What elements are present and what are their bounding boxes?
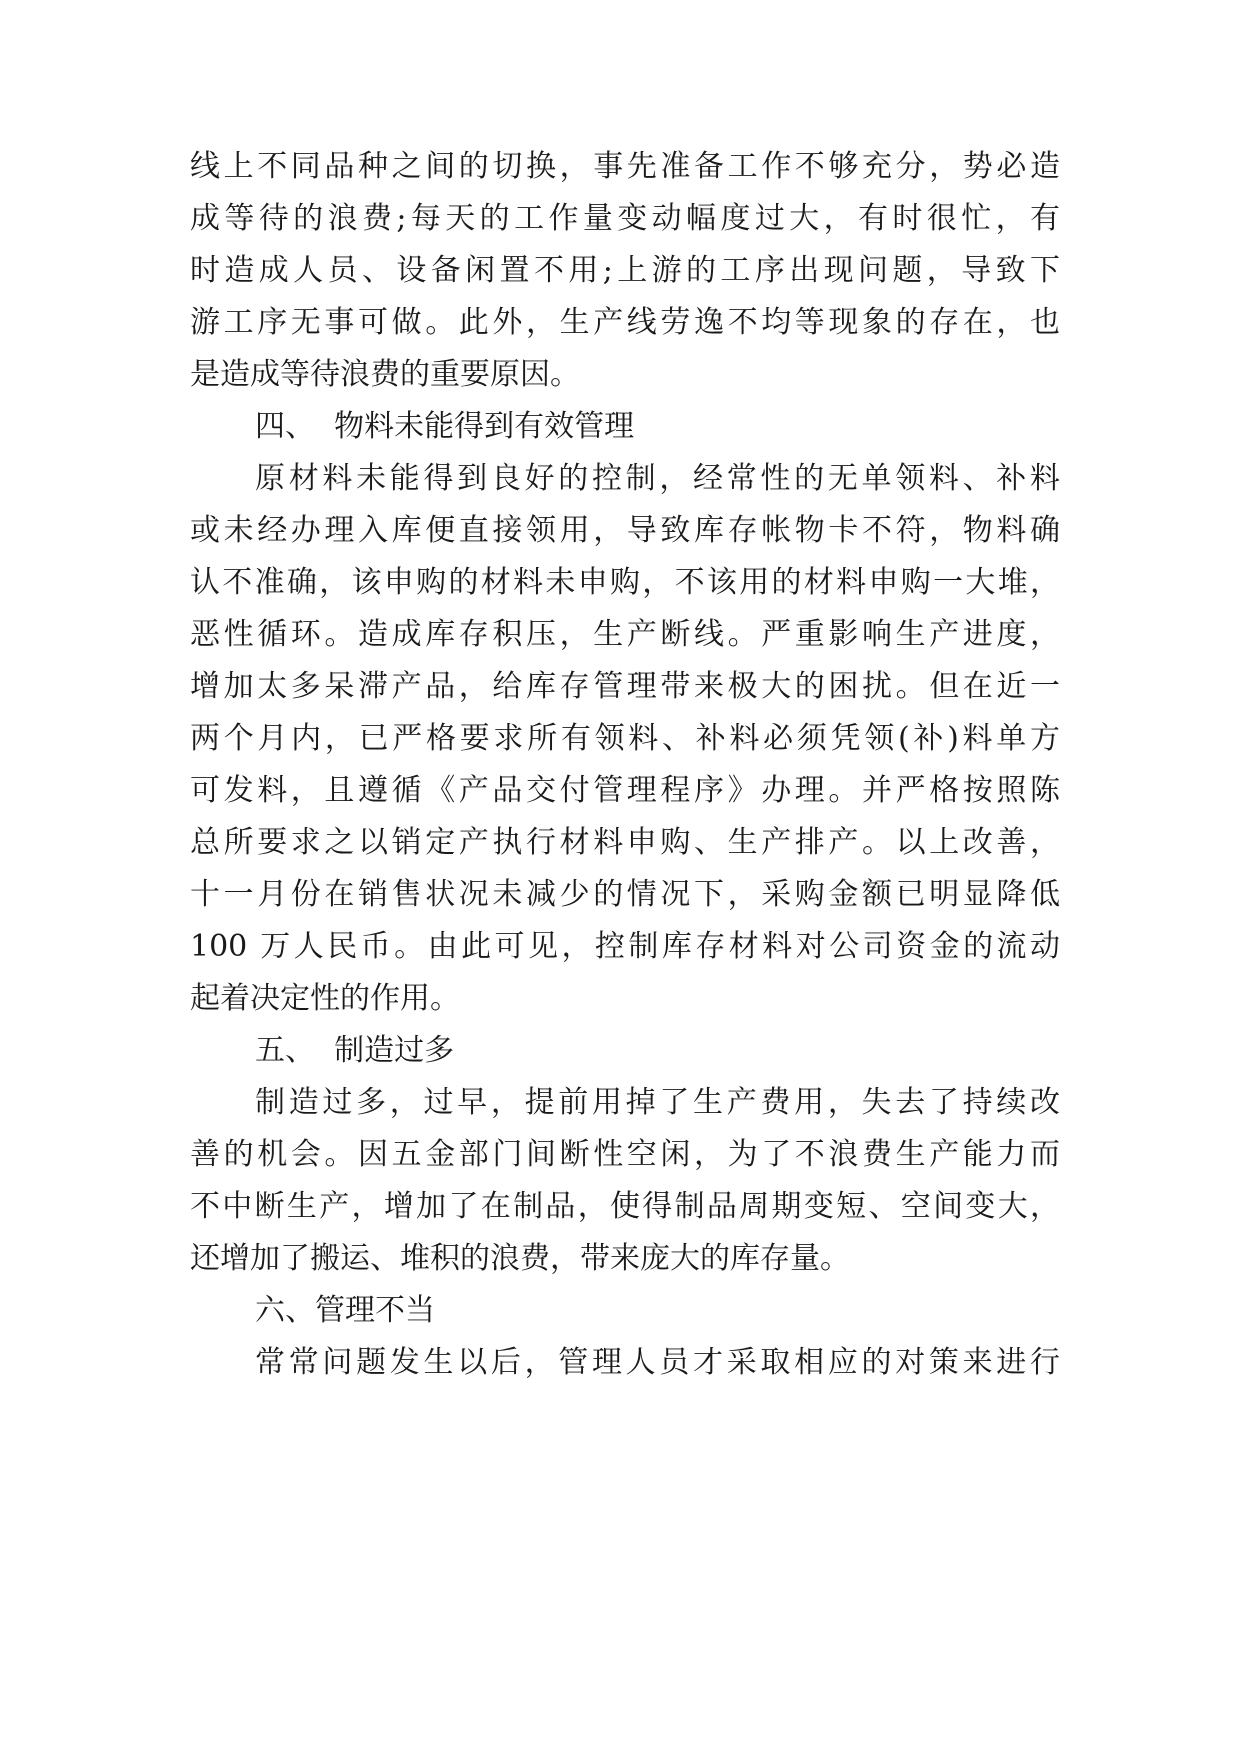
paragraph-line: 100 万人民币。由此可见，控制库存材料对公司资金的流动 (190, 929, 1060, 964)
paragraph-line: 是造成等待浪费的重要原因。 (190, 357, 580, 392)
paragraph-line: 原材料未能得到良好的控制，经常性的无单领料、补料 (255, 461, 1060, 496)
paragraph-line: 善的机会。因五金部门间断性空闲，为了不浪费生产能力而 (190, 1137, 1060, 1172)
paragraph-line: 认不准确，该申购的材料未申购，不该用的材料申购一大堆， (190, 565, 1060, 600)
paragraph-line: 两个月内，已严格要求所有领料、补料必须凭领(补)料单方 (190, 721, 1060, 756)
paragraph-line: 不中断生产，增加了在制品，使得制品周期变短、空间变大， (190, 1189, 1060, 1224)
paragraph-line: 常常问题发生以后，管理人员才采取相应的对策来进行 (255, 1345, 1060, 1380)
paragraph-line: 制造过多，过早，提前用掉了生产费用，失去了持续改 (255, 1085, 1060, 1120)
paragraph-line: 或未经办理入库便直接领用，导致库存帐物卡不符，物料确 (190, 513, 1060, 548)
paragraph-line: 恶性循环。造成库存积压，生产断线。严重影响生产进度， (190, 617, 1060, 652)
paragraph-line: 增加太多呆滞产品，给库存管理带来极大的困扰。但在近一 (190, 669, 1060, 704)
section-heading-5: 五、 制造过多 (255, 1033, 455, 1068)
section-heading-4: 四、 物料未能得到有效管理 (255, 409, 635, 444)
paragraph-line: 还增加了搬运、堆积的浪费，带来庞大的库存量。 (190, 1241, 850, 1276)
section-heading-6: 六、管理不当 (255, 1293, 435, 1328)
paragraph-line: 游工序无事可做。此外，生产线劳逸不均等现象的存在，也 (190, 305, 1060, 340)
paragraph-line: 线上不同品种之间的切换，事先准备工作不够充分，势必造 (190, 149, 1060, 184)
paragraph-line: 总所要求之以销定产执行材料申购、生产排产。以上改善， (190, 825, 1060, 860)
paragraph-line: 起着决定性的作用。 (190, 981, 460, 1016)
paragraph-line: 成等待的浪费;每天的工作量变动幅度过大，有时很忙，有 (190, 201, 1060, 236)
paragraph-line: 时造成人员、设备闲置不用;上游的工序出现问题，导致下 (190, 253, 1060, 288)
paragraph-line: 十一月份在销售状况未减少的情况下，采购金额已明显降低 (190, 877, 1060, 912)
paragraph-line: 可发料，且遵循《产品交付管理程序》办理。并严格按照陈 (190, 773, 1060, 808)
